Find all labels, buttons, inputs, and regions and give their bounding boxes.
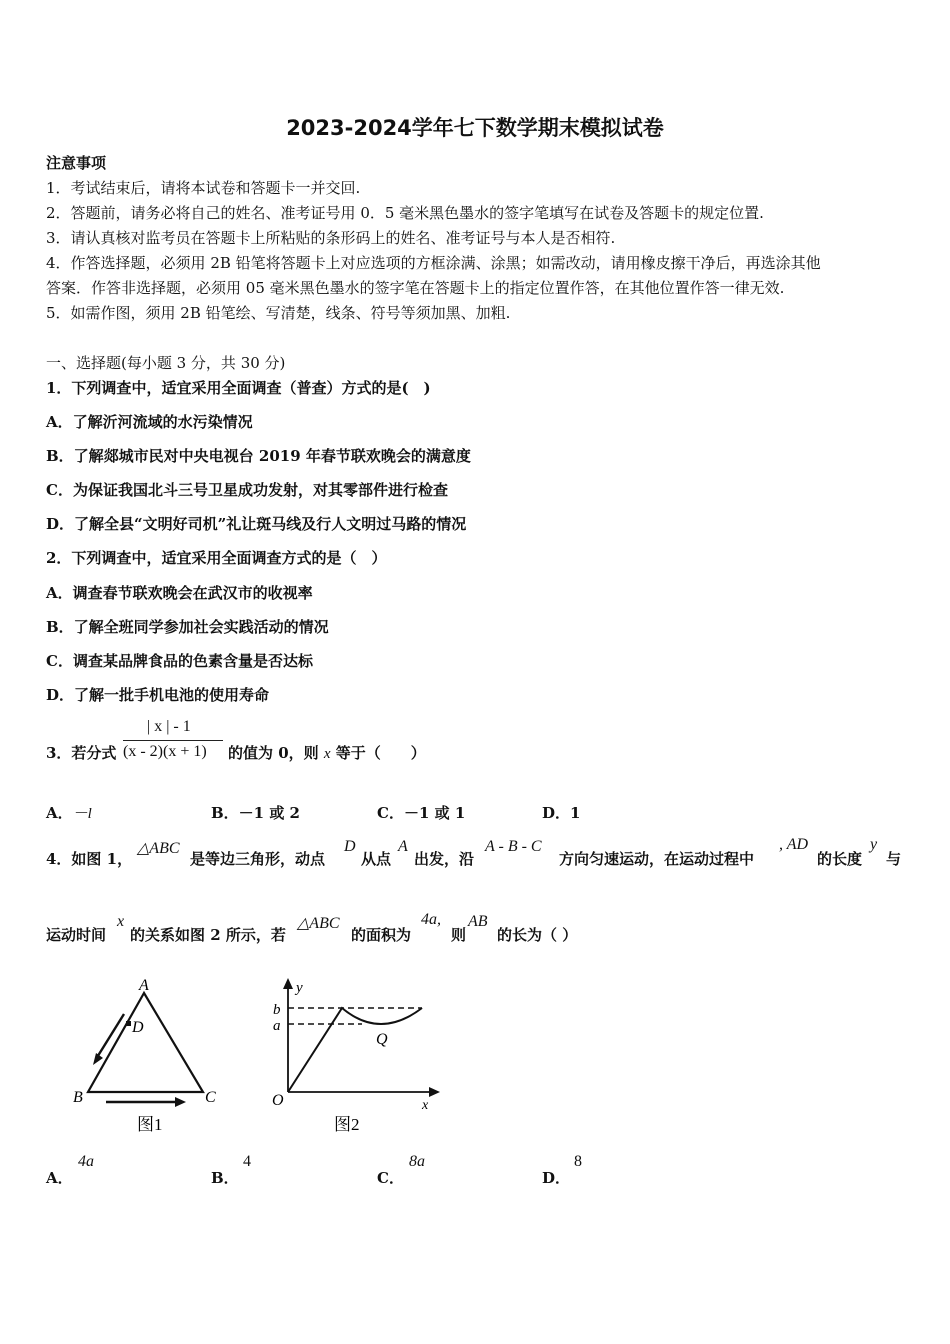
label-origin: O bbox=[272, 1092, 284, 1109]
label-q: Q bbox=[376, 1031, 388, 1048]
label-x: x bbox=[422, 1098, 429, 1113]
q2-option-d: D．了解一批手机电池的使用寿命 bbox=[46, 686, 270, 704]
q3-suffix-a: 的值为 0，则 bbox=[228, 744, 324, 762]
q3-suffix bbox=[228, 742, 426, 763]
note-line-5: 答案．作答非选择题，必须用 05 毫米黑色墨水的签字笔在答题卡上的指定位置作答，在其他位置作答一律无效. bbox=[46, 279, 785, 297]
q3-denominator: (x - 2)(x + 1) bbox=[123, 743, 207, 760]
q4-text-7: 与 bbox=[886, 850, 902, 868]
q4-text-11: 则 bbox=[451, 926, 467, 944]
q3-suffix-b: 等于（ ） bbox=[330, 744, 426, 762]
label-b: B bbox=[73, 1089, 83, 1106]
q1-option-a: A．了解沂河流域的水污染情况 bbox=[46, 413, 253, 431]
q2-option-a: A．调查春节联欢晚会在武汉市的收视率 bbox=[46, 584, 313, 602]
q4-math-y: y bbox=[870, 836, 878, 853]
q4-text-4: 出发，沿 bbox=[414, 850, 475, 868]
fraction-bar bbox=[123, 740, 223, 741]
q1-stem: 1．下列调查中，适宜采用全面调查（普查）方式的是( ) bbox=[46, 379, 431, 397]
figure-2-caption: 图2 bbox=[334, 1115, 360, 1134]
q3-var: x bbox=[323, 746, 331, 762]
q4-option-a-value: 4a bbox=[78, 1153, 94, 1170]
q4-text-5: 方向匀速运动，在运动过程中 bbox=[559, 850, 755, 868]
note-line-2: 2．答题前，请务必将自己的姓名、准考证号用 0．5 毫米黑色墨水的签字笔填写在试卷及答题卡的规定位置. bbox=[46, 204, 764, 222]
q3-option-c: C．－1 或 1 bbox=[377, 804, 466, 822]
x-axis-arrow bbox=[429, 1087, 440, 1097]
q1-option-d: D．了解全县“文明好司机”礼让斑马线及行人文明过马路的情况 bbox=[46, 515, 467, 533]
q2-option-c: C．调查某品牌食品的色素含量是否达标 bbox=[46, 652, 313, 670]
q4-text-6: 的长度 bbox=[817, 850, 863, 868]
figure-1-caption: 图1 bbox=[137, 1115, 163, 1134]
q4-math-triangle-2: △ABC bbox=[297, 915, 340, 932]
label-d: D bbox=[132, 1019, 144, 1036]
label-c: C bbox=[205, 1089, 216, 1106]
q4-math-area: 4a, bbox=[421, 911, 441, 928]
q4-text-2: 是等边三角形，动点 bbox=[190, 850, 326, 868]
q3-option-d: D．1 bbox=[542, 804, 581, 822]
q1-option-c: C．为保证我国北斗三号卫星成功发射，对其零部件进行检查 bbox=[46, 481, 448, 499]
note-line-3: 3．请认真核对监考员在答题卡上所粘贴的条形码上的姓名、准考证号与本人是否相符. bbox=[46, 229, 616, 247]
y-axis-arrow bbox=[283, 978, 293, 989]
q3-option-a-value: －l bbox=[72, 806, 92, 822]
q4-option-b-label: B． bbox=[211, 1169, 239, 1187]
q4-text-1: 4．如图 1， bbox=[46, 850, 133, 868]
note-line-1: 1．考试结束后，请将本试卷和答题卡一并交回. bbox=[46, 179, 361, 197]
q4-option-a-label: A． bbox=[46, 1169, 73, 1187]
point-d-marker bbox=[126, 1021, 131, 1026]
label-y: y bbox=[296, 980, 303, 996]
page-title: 2023-2024学年七下数学期末模拟试卷 bbox=[286, 116, 664, 140]
section-heading: 一、选择题(每小题 3 分，共 30 分) bbox=[46, 354, 286, 372]
q4-math-d: D bbox=[344, 838, 356, 855]
q3-prefix: 3．若分式 bbox=[46, 744, 117, 762]
arrow-head-ab bbox=[93, 1053, 103, 1065]
q3-option-a-label: A． bbox=[46, 804, 73, 822]
q4-text-10: 的面积为 bbox=[351, 926, 412, 944]
q4-math-x: x bbox=[117, 913, 125, 930]
q4-text-8: 运动时间 bbox=[46, 926, 107, 944]
note-line-4: 4．作答选择题，必须用 2B 铅笔将答题卡上对应选项的方框涂满、涂黑；如需改动，请用橡皮擦干净后，再选涂其他 bbox=[46, 254, 821, 272]
notes-heading: 注意事项 bbox=[46, 154, 107, 172]
label-a: A bbox=[139, 977, 149, 994]
q4-option-b-value: 4 bbox=[243, 1153, 251, 1170]
q3-option-b: B．－1 或 2 bbox=[211, 804, 300, 822]
graph-curve bbox=[288, 1008, 422, 1092]
q2-option-b: B．了解全班同学参加社会实践活动的情况 bbox=[46, 618, 329, 636]
note-line-6: 5．如需作图，须用 2B 铅笔绘、写清楚，线条、符号等须加黑、加粗. bbox=[46, 304, 511, 322]
q4-option-c-value: 8a bbox=[409, 1153, 425, 1170]
label-b-value: b bbox=[273, 1002, 281, 1018]
figure-2-graph bbox=[262, 972, 452, 1142]
q3-numerator: | x | - 1 bbox=[147, 718, 191, 735]
q1-option-b: B．了解郯城市民对中央电视台 2019 年春节联欢晚会的满意度 bbox=[46, 447, 471, 465]
q4-math-ad: , AD bbox=[779, 836, 809, 853]
q4-option-d-value: 8 bbox=[574, 1153, 582, 1170]
q4-text-9: 的关系如图 2 所示，若 bbox=[130, 926, 286, 944]
q4-text-3: 从点 bbox=[361, 850, 392, 868]
q4-math-triangle: △ABC bbox=[137, 840, 180, 857]
figure-1-triangle bbox=[62, 972, 232, 1142]
q3-option-a bbox=[46, 802, 92, 823]
q4-option-c-label: C． bbox=[377, 1169, 404, 1187]
q4-math-ab: AB bbox=[468, 913, 488, 930]
q4-math-path: A - B - C bbox=[485, 838, 542, 855]
q4-text-12: 的长为（ ） bbox=[497, 926, 578, 944]
arrow-head-bc bbox=[175, 1097, 186, 1107]
q4-math-a: A bbox=[398, 838, 408, 855]
q2-stem: 2．下列调查中，适宜采用全面调查方式的是（ ） bbox=[46, 549, 387, 567]
q4-option-d-label: D． bbox=[542, 1169, 571, 1187]
label-a-value: a bbox=[273, 1018, 281, 1034]
